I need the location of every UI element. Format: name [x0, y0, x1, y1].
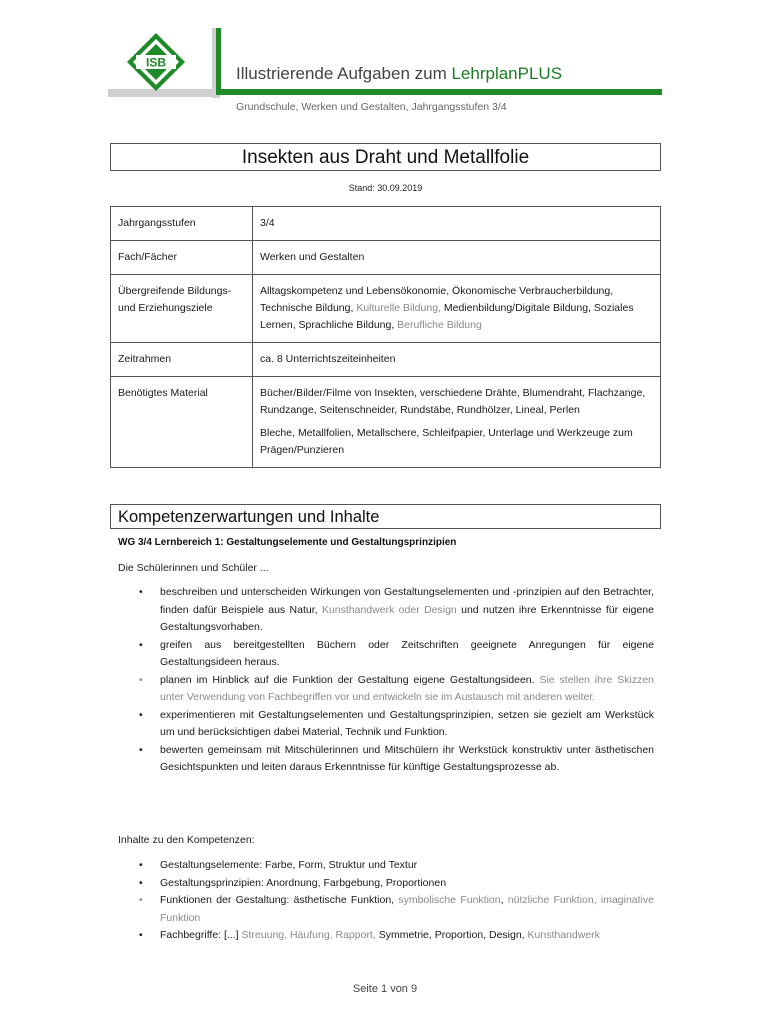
bullet-icon: • [139, 894, 143, 906]
header-green-bar [216, 89, 662, 95]
material-paragraph-2: Bleche, Metallfolien, Metallschere, Schleifpapier, Unterlage und Werkzeuge zum Prägen/Punzieren [260, 427, 633, 456]
page-number: Seite 1 von 9 [352, 983, 418, 995]
list-item: • greifen aus bereitgestellten Büchern oder Zeitschriften geeignete Anregungen für eigene Gestaltungsideen heraus. [139, 638, 654, 668]
intro-text: Die Schülerinnen und Schüler ... [118, 562, 269, 574]
material-paragraph-1: Bücher/Bilder/Filme von Insekten, verschiedene Drähte, Blumendraht, Flachzange, Rundzange, Seitenschneider, Rundstäbe, Rundhölzer, Lineal, Perlen [260, 387, 646, 416]
list-item: • Funktionen der Gestaltung: ästhetische Funktion, symbolische Funktion, nützliche Funktion, imaginative Funktion [139, 894, 654, 924]
table-row [111, 343, 661, 377]
bullet-icon: • [139, 638, 143, 651]
material-value [253, 377, 661, 468]
bullet-icon: • [139, 743, 143, 756]
fach-label: Fach/Fächer [111, 241, 253, 275]
isb-logo [124, 30, 188, 94]
header-title: Illustrierende Aufgaben zum LehrplanPLUS [236, 64, 563, 83]
list-item: • planen im Hinblick auf die Funktion der Gestaltung eigene Gestaltungsideen. Sie stellen ihre Skizzen unter Verwendung von Fachbegriffen vor und entwickeln sie im Austausch mit anderen weiter. [139, 673, 654, 703]
page-title: Insekten aus Draht und Metallfolie [110, 143, 661, 171]
ziele-label: Übergreifende Bildungs- und Erziehungsziele [111, 275, 253, 343]
table-row [111, 241, 661, 275]
inhalte-title: Inhalte zu den Kompetenzen: [118, 834, 255, 846]
kompetenzen-list [118, 584, 654, 777]
bullet-icon: • [139, 586, 143, 598]
info-table [110, 206, 661, 468]
ziele-value: Alltagskompetenz und Lebensökonomie, Ökonomische Verbraucherbildung, Technische Bildung, Kulturelle Bildung, Medienbildung/Digitale Bildung, Soziales Lernen, Sprachliche Bildung, Berufliche Bildung [253, 275, 661, 343]
list-item: • experimentieren mit Gestaltungselementen und Gestaltungsprinzipien, setzen sie gezielt am Werkstück um und berücksichtigen dabei Material, Technik und Funktion. [139, 708, 654, 738]
isb-logo-text: ISB [145, 55, 167, 70]
list-item: • Fachbegriffe: [...] Streuung, Häufung, Rapport, Symmetrie, Proportion, Design, Kunsthandwerk [118, 927, 654, 945]
list-item: • beschreiben und unterscheiden Wirkungen von Gestaltungselementen und -prinzipien auf den Betrachter, finden dafür Beispiele aus Natur, Kunsthandwerk oder Design und nutzen ihre Erkenntnisse für eigene Gestaltungsvorhaben. [139, 586, 654, 633]
zeit-value: ca. 8 Unterrichtszeiteinheiten [253, 343, 661, 377]
bullet-icon: • [139, 859, 143, 871]
fach-value: Werken und Gestalten [253, 241, 661, 275]
zeit-label: Zeitrahmen [111, 343, 253, 377]
jahrgang-value: 3/4 [253, 207, 661, 241]
table-row [111, 275, 661, 343]
table-row [111, 377, 661, 468]
material-label: Benötigtes Material [111, 377, 253, 468]
section-title: Kompetenzerwartungen und Inhalte [110, 504, 661, 529]
stand-date: Stand: 30.09.2019 [348, 183, 423, 193]
list-item: • Gestaltungselemente: Farbe, Form, Struktur und Textur [118, 857, 654, 875]
header-green-divider [216, 28, 221, 92]
header-title-accent: LehrplanPLUS [451, 64, 563, 83]
table-row [111, 207, 661, 241]
bullet-icon: • [139, 708, 143, 721]
bullet-icon: • [139, 929, 143, 941]
jahrgang-label: Jahrgangsstufen [111, 207, 253, 241]
lernbereich-title: WG 3/4 Lernbereich 1: Gestaltungselemente und Gestaltungsprinzipien [118, 537, 457, 548]
bullet-icon: • [139, 673, 143, 686]
list-item: • Gestaltungsprinzipien: Anordnung, Farbgebung, Proportionen [118, 875, 654, 893]
bullet-icon: • [139, 876, 143, 889]
inhalte-list [118, 857, 654, 945]
list-item: • bewerten gemeinsam mit Mitschülerinnen und Mitschülern ihr Werkstück konstruktiv unter ästhetischen Gesichtspunkten und leiten daraus Erkenntnisse für künftige Gestaltungsprozesse ab. [139, 743, 654, 773]
header-subtitle: Grundschule, Werken und Gestalten, Jahrgangsstufen 3/4 [236, 101, 507, 113]
